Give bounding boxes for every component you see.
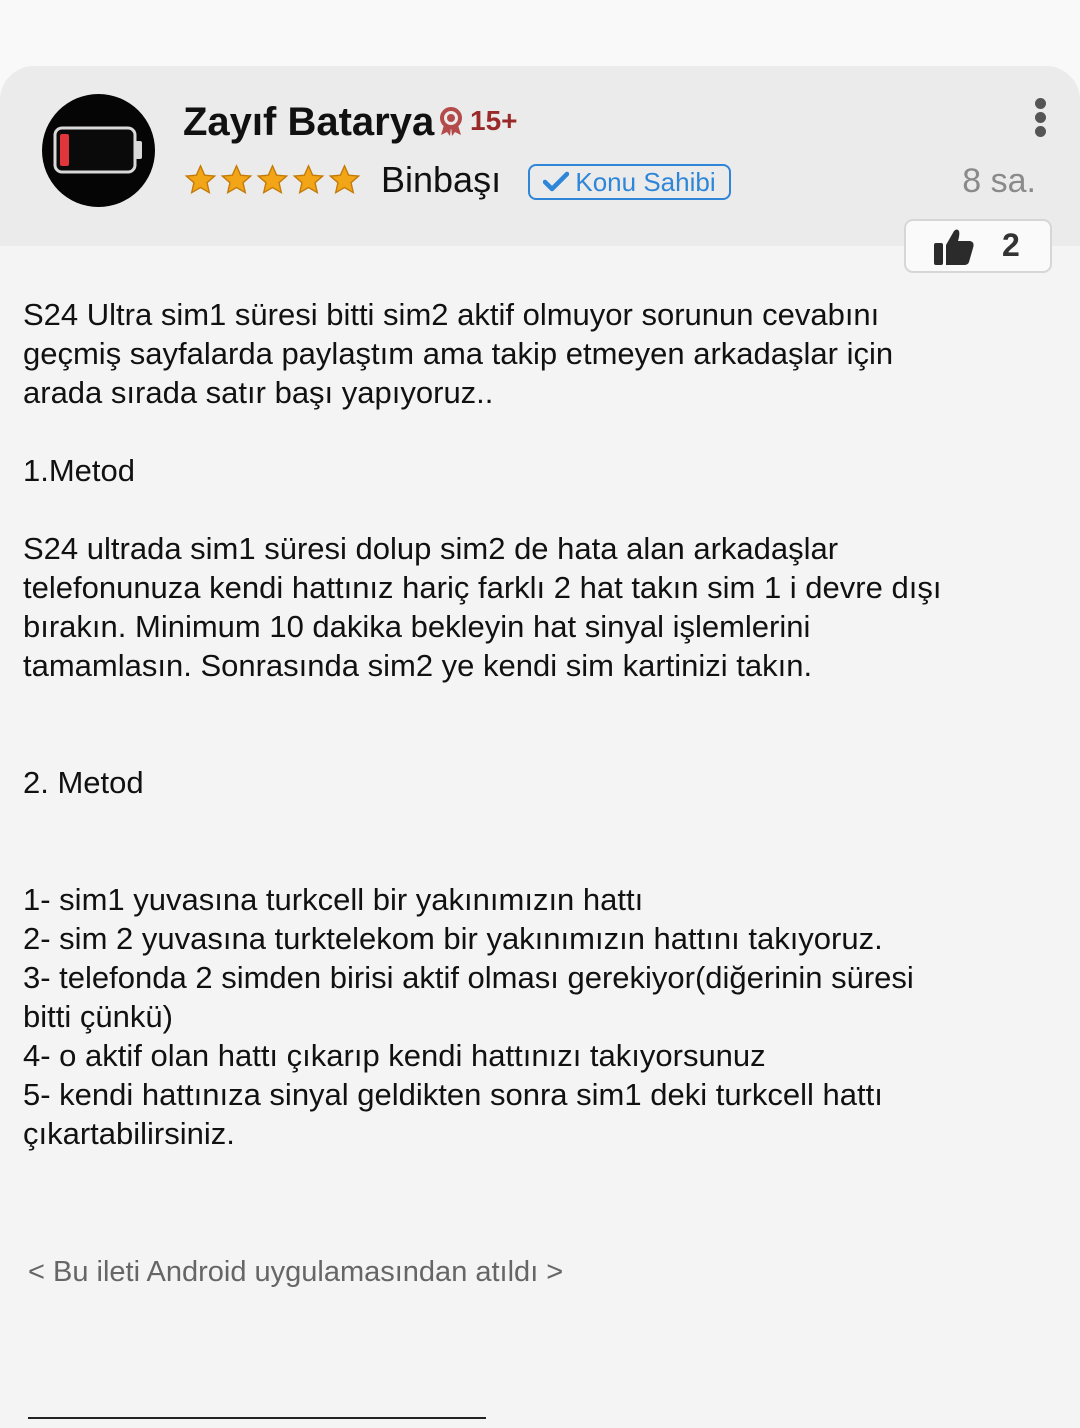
like-count: 2 [1002,227,1020,263]
post-line: 5- kendi hattınıza sinyal geldikten sonra sim1 deki turkcell hattı [23,1077,883,1112]
like-button[interactable] [904,219,1052,273]
star-icon [327,163,362,197]
author-name[interactable]: Zayıf Batarya [183,100,435,144]
battery-low-icon [52,125,146,175]
post-line: 1- sim1 yuvasına turkcell bir yakınımızın hattı [23,882,644,917]
post-line: çıkartabilirsiniz. [23,1116,235,1151]
section-heading: 2. Metod [23,765,144,800]
section-heading: 1.Metod [23,453,136,488]
star-icon [255,163,290,197]
star-icon [219,163,254,197]
star-icon [291,163,326,197]
thumbs-up-icon [932,227,976,267]
post-line: geçmiş sayfalarda paylaştım ama takip etmeyen arkadaşlar için [23,336,894,371]
avatar[interactable] [42,94,155,207]
owner-badge [528,164,731,200]
post-line: 3- telefonda 2 simden birisi aktif olması gerekiyor(diğerinin süresi [23,960,914,995]
post-line: tamamlasın. Sonrasında sim2 ye kendi sim kartinizi takın. [23,648,813,683]
owner-label: Konu Sahibi [575,166,716,197]
award-ribbon-icon [438,107,464,137]
divider [28,1417,486,1419]
star-icon [183,163,218,197]
rank-stars [183,163,362,197]
post-line: 2- sim 2 yuvasına turktelekom bir yakınımızın hattını takıyoruz. [23,921,883,956]
post-line: bitti çünkü) [23,999,173,1034]
post-line: arada sırada satır başı yapıyoruz.. [23,375,494,410]
post-line: S24 ultrada sim1 süresi dolup sim2 de hata alan arkadaşlar [23,531,839,566]
app-signature: < Bu ileti Android uygulamasından atıldı > [28,1256,564,1288]
badge-count: 15+ [470,105,518,136]
post-line: S24 Ultra sim1 süresi bitti sim2 aktif olmuyor sorunun cevabını [23,297,880,332]
author-rank: Binbaşı [381,159,502,200]
post-line: 4- o aktif olan hattı çıkarıp kendi hattınızı takıyorsunuz [23,1038,766,1073]
more-vertical-icon[interactable] [1032,98,1048,138]
post-time: 8 sa. [962,162,1036,200]
post-line: bırakın. Minimum 10 dakika bekleyin hat sinyal işlemlerini [23,609,811,644]
checkmark-icon [543,171,569,193]
post-line: telefonunuza kendi hattınız hariç farklı 2 hat takın sim 1 i devre dışı [23,570,942,605]
